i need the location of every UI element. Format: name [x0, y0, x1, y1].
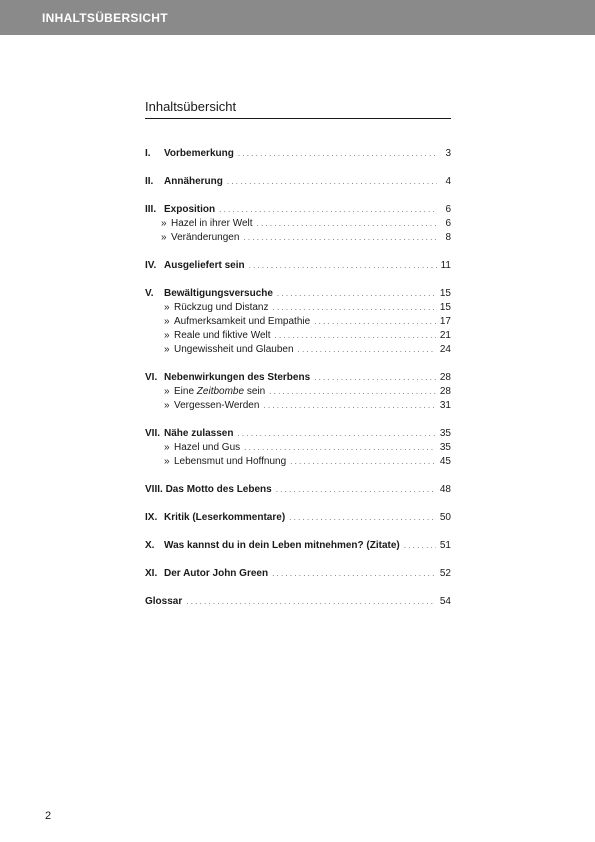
toc-subentry-label: Hazel in ihrer Welt	[171, 218, 253, 229]
dot-leader	[249, 259, 437, 273]
toc-subentry-label: Reale und fiktive Welt	[174, 330, 271, 341]
dot-leader	[277, 287, 436, 301]
toc-subentry-page: 45	[439, 456, 451, 467]
toc-entry-label: Nähe zulassen	[164, 428, 234, 439]
dot-leader	[263, 399, 435, 413]
toc-entry-page: 51	[439, 540, 451, 551]
bullet-marker: »	[164, 400, 170, 411]
toc-subentry-page: 21	[439, 330, 451, 341]
dot-leader	[298, 343, 436, 357]
toc-entry[interactable]	[145, 259, 451, 273]
dot-leader	[276, 483, 436, 497]
toc-section	[145, 203, 451, 245]
toc-entry-number: V.	[145, 288, 154, 299]
toc-entry-title: Das Motto des Lebens	[165, 484, 272, 495]
toc-entry-page: 50	[439, 512, 451, 523]
toc-entry-label	[145, 483, 272, 497]
toc-entry-label: Kritik (Leserkommentare)	[164, 512, 286, 523]
toc-entry[interactable]	[145, 539, 451, 553]
toc-entry[interactable]	[145, 511, 451, 525]
dot-leader	[238, 147, 437, 161]
dot-leader	[227, 175, 437, 189]
dot-leader	[289, 511, 436, 525]
header-title: INHALTSÜBERSICHT	[42, 11, 168, 25]
toc-entry-label: Annäherung	[164, 176, 223, 187]
toc-entry-number: XI.	[145, 568, 158, 579]
toc-subentry[interactable]	[145, 231, 451, 245]
toc-entry-number: VII.	[145, 428, 161, 439]
dot-leader	[243, 231, 437, 245]
toc-entry-number: I.	[145, 148, 151, 159]
toc-entry[interactable]	[145, 147, 451, 161]
toc-subentry-label: Hazel und Gus	[174, 442, 241, 453]
toc-subentry-label: Ungewissheit und Glauben	[174, 344, 294, 355]
label-text: Eine	[174, 386, 197, 397]
dot-leader	[272, 567, 436, 581]
dot-leader	[244, 441, 436, 455]
toc-section	[145, 427, 451, 469]
toc-subentry[interactable]	[145, 385, 451, 399]
label-text: sein	[244, 386, 266, 397]
toc-subentry-label: Veränderungen	[171, 232, 240, 243]
toc-subentry-label: Vergessen-Werden	[174, 400, 260, 411]
dot-leader	[290, 455, 436, 469]
toc-entry-number: VI.	[145, 372, 158, 383]
bullet-marker: »	[164, 316, 170, 327]
toc-subentry-page: 24	[439, 344, 451, 355]
toc-entry[interactable]	[145, 427, 451, 441]
toc-subentry[interactable]	[145, 343, 451, 357]
dot-leader	[237, 427, 435, 441]
toc-section	[145, 175, 451, 189]
table-of-contents	[145, 99, 451, 623]
toc-entry-page: 48	[439, 484, 451, 495]
toc-subentry-label	[174, 385, 265, 399]
dot-leader	[314, 371, 436, 385]
toc-entry-page: 15	[439, 288, 451, 299]
toc-entry[interactable]	[145, 595, 451, 609]
toc-subentry-page: 31	[439, 400, 451, 411]
toc-subentry-label: Lebensmut und Hoffnung	[174, 456, 287, 467]
toc-subentry-page: 17	[439, 316, 451, 327]
toc-subentry-page: 28	[439, 386, 451, 397]
header-bar	[0, 0, 595, 35]
dot-leader	[314, 315, 436, 329]
toc-entry-label: Exposition	[164, 204, 216, 215]
toc-section	[145, 259, 451, 273]
bullet-marker: »	[164, 442, 170, 453]
toc-entry-label: Bewältigungsversuche	[164, 288, 273, 299]
toc-entry-label: Was kannst du in dein Leben mitnehmen? (Zitate)	[164, 540, 400, 551]
toc-entry-page: 52	[439, 568, 451, 579]
toc-entry-number: III.	[145, 204, 157, 215]
toc-subentry-label: Rückzug und Distanz	[174, 302, 269, 313]
toc-subentry-page: 15	[439, 302, 451, 313]
toc-section	[145, 371, 451, 413]
toc-section	[145, 567, 451, 581]
toc-subentry[interactable]	[145, 455, 451, 469]
dot-leader	[186, 595, 436, 609]
toc-entry[interactable]	[145, 203, 451, 217]
toc-section	[145, 483, 451, 497]
toc-section	[145, 595, 451, 609]
toc-entry[interactable]	[145, 371, 451, 385]
toc-section	[145, 539, 451, 553]
page-number: 2	[45, 810, 52, 822]
bullet-marker: »	[161, 218, 167, 229]
toc-entry-page: 3	[445, 148, 451, 159]
toc-heading: Inhaltsübersicht	[145, 99, 451, 119]
toc-entry[interactable]	[145, 287, 451, 301]
dot-leader	[273, 301, 436, 315]
toc-entry-number: X.	[145, 540, 155, 551]
toc-entry-number: VIII.	[145, 484, 163, 495]
dot-leader	[404, 539, 436, 553]
toc-subentry[interactable]	[145, 217, 451, 231]
bullet-marker: »	[164, 386, 170, 397]
dot-leader	[275, 329, 436, 343]
toc-subentry[interactable]	[145, 441, 451, 455]
toc-subentry-page: 35	[439, 442, 451, 453]
toc-entry-number: IV.	[145, 260, 157, 271]
bullet-marker: »	[164, 344, 170, 355]
toc-entry[interactable]	[145, 567, 451, 581]
toc-subentry-page: 6	[445, 218, 451, 229]
toc-entry[interactable]	[145, 175, 451, 189]
toc-entry-page: 28	[439, 372, 451, 383]
toc-entry-label: Der Autor John Green	[164, 568, 269, 579]
toc-subentry[interactable]	[145, 329, 451, 343]
toc-entry-page: 11	[440, 260, 451, 271]
toc-entry-page: 4	[445, 176, 451, 187]
toc-section	[145, 147, 451, 161]
toc-subentry[interactable]	[145, 315, 451, 329]
toc-subentry[interactable]	[145, 301, 451, 315]
dot-leader	[269, 385, 436, 399]
toc-entry-number: II.	[145, 176, 154, 187]
bullet-marker: »	[164, 330, 170, 341]
bullet-marker: »	[164, 302, 170, 313]
toc-subentry-label: Aufmerksamkeit und Empathie	[174, 316, 311, 327]
bullet-marker: »	[164, 456, 170, 467]
toc-section	[145, 287, 451, 357]
toc-section	[145, 511, 451, 525]
dot-leader	[219, 203, 437, 217]
toc-entry-page: 6	[445, 204, 451, 215]
toc-entry-number: IX.	[145, 512, 158, 523]
toc-entry-label: Nebenwirkungen des Sterbens	[164, 372, 311, 383]
toc-entry-page: 35	[439, 428, 451, 439]
toc-entry-page: 54	[439, 596, 451, 607]
toc-entry-label: Vorbemerkung	[164, 148, 234, 159]
toc-entry[interactable]	[145, 483, 451, 497]
toc-entry-label: Ausgeliefert sein	[164, 260, 245, 271]
toc-entry-label: Glossar	[145, 596, 183, 607]
dot-leader	[257, 217, 437, 231]
toc-subentry[interactable]	[145, 399, 451, 413]
bullet-marker: »	[161, 232, 167, 243]
label-emphasis: Zeitbombe	[196, 386, 245, 397]
toc-subentry-page: 8	[445, 232, 451, 243]
